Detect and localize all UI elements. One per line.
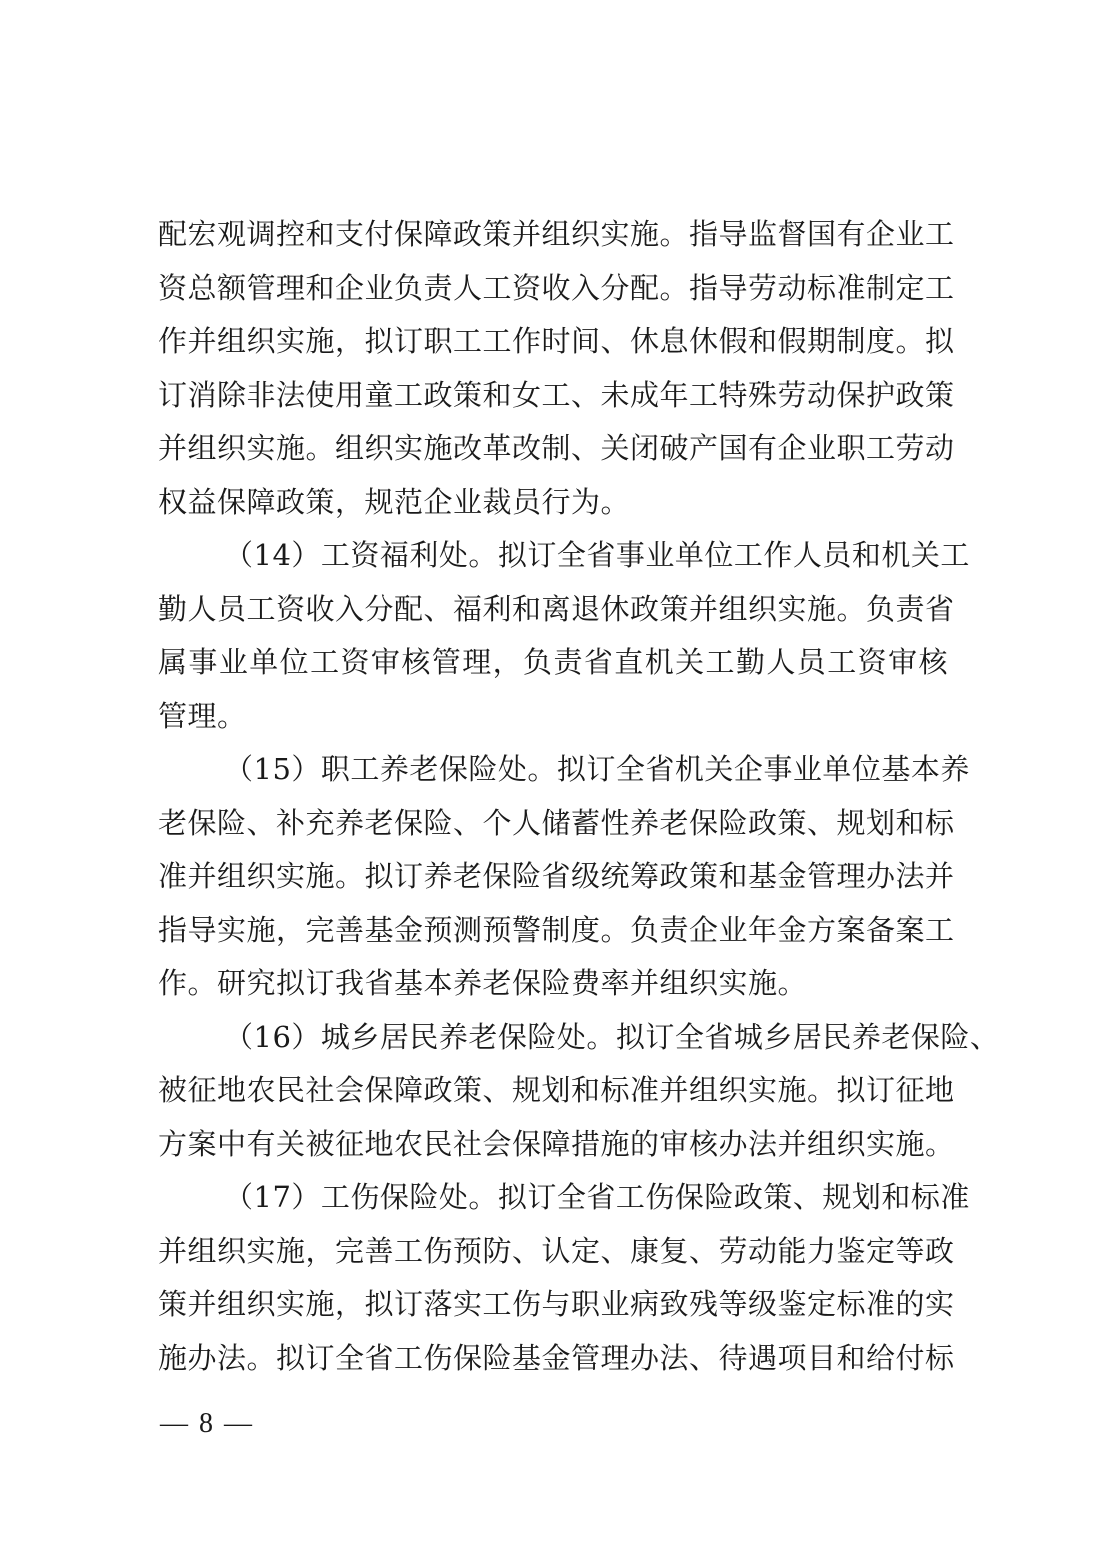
text-line: 作并组织实施，拟订职工工作时间、休息休假和假期制度。拟 — [158, 324, 955, 358]
page-number: — 8 — — [160, 1408, 254, 1439]
text-line: （17）工伤保险处。拟订全省工伤保险政策、规划和标准 — [224, 1180, 970, 1214]
text-line: 被征地农民社会保障政策、规划和标准并组织实施。拟订征地 — [158, 1073, 955, 1107]
text-line: 策并组织实施，拟订落实工伤与职业病致残等级鉴定标准的实 — [158, 1287, 955, 1321]
text-line: 方案中有关被征地农民社会保障措施的审核办法并组织实施。 — [158, 1126, 955, 1161]
text-line: 老保险、补充养老保险、个人储蓄性养老保险政策、规划和标 — [158, 805, 955, 840]
text-line: 作。研究拟订我省基本养老保险费率并组织实施。 — [158, 966, 808, 1000]
text-line: 管理。 — [158, 698, 247, 733]
text-line: （14）工资福利处。拟订全省事业单位工作人员和机关工 — [224, 538, 970, 572]
paragraph-16-urban-rural-pension-division — [158, 1011, 1000, 1172]
text-line: 订消除非法使用童工政策和女工、未成年工特殊劳动保护政策 — [158, 377, 955, 412]
text-line: 勤人员工资收入分配、福利和离退休政策并组织实施。负责省 — [158, 591, 955, 626]
text-line: 准并组织实施。拟订养老保险省级统筹政策和基金管理办法并 — [158, 859, 955, 893]
document-page — [158, 208, 1000, 1385]
text-line: 并组织实施，完善工伤预防、认定、康复、劳动能力鉴定等政 — [158, 1233, 955, 1268]
text-line: 配宏观调控和支付保障政策并组织实施。指导监督国有企业工 — [158, 217, 955, 251]
paragraph-17-work-injury-insurance-division — [158, 1171, 970, 1385]
text-line: 权益保障政策，规范企业裁员行为。 — [158, 484, 631, 519]
text-line: 指导实施，完善基金预测预警制度。负责企业年金方案备案工 — [158, 912, 955, 947]
text-line: 并组织实施。组织实施改革改制、关闭破产国有企业职工劳动 — [158, 431, 955, 465]
text-line: （15）职工养老保险处。拟订全省机关企事业单位基本养 — [224, 752, 970, 786]
paragraph-15-employee-pension-division — [158, 743, 970, 1011]
text-line: 资总额管理和企业负责人工资收入分配。指导劳动标准制定工 — [158, 270, 955, 305]
paragraph-continuation — [158, 208, 955, 529]
text-line: 属事业单位工资审核管理，负责省直机关工勤人员工资审核 — [158, 645, 948, 679]
paragraph-14-wage-welfare-division — [158, 529, 970, 743]
text-line: 施办法。拟订全省工伤保险基金管理办法、待遇项目和给付标 — [158, 1340, 955, 1375]
text-line: （16）城乡居民养老保险处。拟订全省城乡居民养老保险、 — [224, 1019, 1000, 1054]
